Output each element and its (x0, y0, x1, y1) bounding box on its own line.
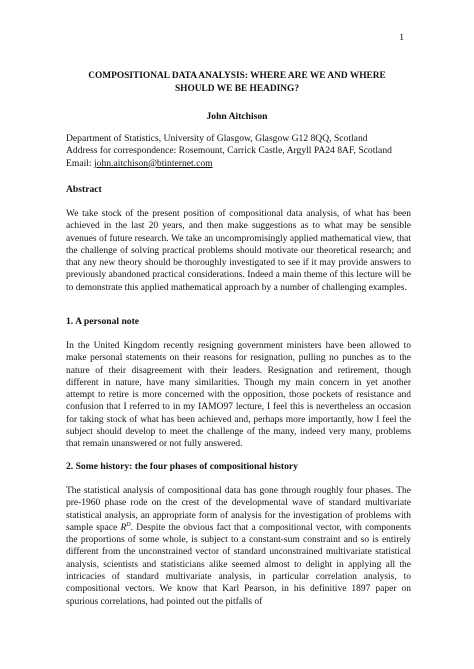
section-2-text-part-2: . Despite the obvious fact that a compositional vector, with components the proportions of some whole, is subject to a constant-sum constraint and so is entirely different from the unconstrained vector of standard unconstrained multivariate statistical analysis, scientists and statisticians alike seemed almost to delight in applying all the intricacies of standard multivariate analysis, in particular correlation analysis, to compositional vectors. We know that Karl Pearson, in his definitive 1897 paper on spurious correlations, had pointed out the pitfalls of (66, 522, 411, 607)
paper-title (60, 70, 414, 96)
title-line-1: COMPOSITIONAL DATA ANALYSIS: WHERE ARE WE AND WHERE (88, 71, 386, 81)
author-name: John Aitchison (206, 111, 268, 122)
section-2-text-part-1: The statistical analysis of compositional data has gone through roughly four phases. The pre-1960 phase rode on the crest of the developmental wave of standard multivariate statistical analysis, an appropriate form of analysis for the investigation of problems with sample space (66, 486, 411, 533)
sample-space-symbol (120, 523, 130, 533)
title-line-2: SHOULD WE BE HEADING? (174, 84, 300, 94)
page-number: 1 (399, 32, 404, 43)
affiliation-block (66, 133, 426, 170)
abstract-heading: Abstract (66, 184, 102, 195)
email-link[interactable]: john.aitchison@btinternet.com (93, 157, 213, 169)
address-line: Address for correspondence: Rosemount, Carrick Castle, Argyll PA24 8AF, Scotland (66, 145, 392, 157)
section-1-text: In the United Kingdom recently resigning government ministers have been allowed to make personal statements on their reasons for resignation, pulling no punches as to the nature of their disagreement with their leaders. Resignation and retirement, though different in nature, have many similarities. Though my main concern in yet another attempt to retire is more concerned with the opposition, those pockets of resistance and confusion that I referred to in my IAMO97 lecture, I feel this is nevertheless an occasion for taking stock of what has been achieved and, perhaps more importantly, how I feel the subject should develop to meet the challenge of the many, indeed very many, problems that remain unanswered or not fully answered. (66, 341, 411, 450)
email-line (66, 158, 426, 170)
department-line: Department of Statistics, University of Glasgow, Glasgow G12 8QQ, Scotland (66, 133, 368, 144)
math-base: R (120, 522, 127, 533)
abstract-text: We take stock of the present position of compositional data analysis, of what has been achieved in the last 20 years, and then make suggestions as to what may be sensible avenues of future research. We take an uncompromisingly applied mathematical view, that the challenge of solving practical problems should motivate our theoretical research; and that any new theory should be thoroughly investigated to see if it may provide answers to previously abandoned practical considerations. Indeed a main theme of this lecture will be to demonstrate this applied mathematical approach by a number of challenging examples. (66, 209, 411, 293)
email-label: Email: (66, 157, 94, 169)
section-2-heading: 2. Some history: the four phases of compositional history (66, 461, 298, 472)
section-1-heading: 1. A personal note (66, 316, 140, 327)
math-superscript: D (126, 521, 131, 528)
section-2-text (66, 485, 411, 608)
